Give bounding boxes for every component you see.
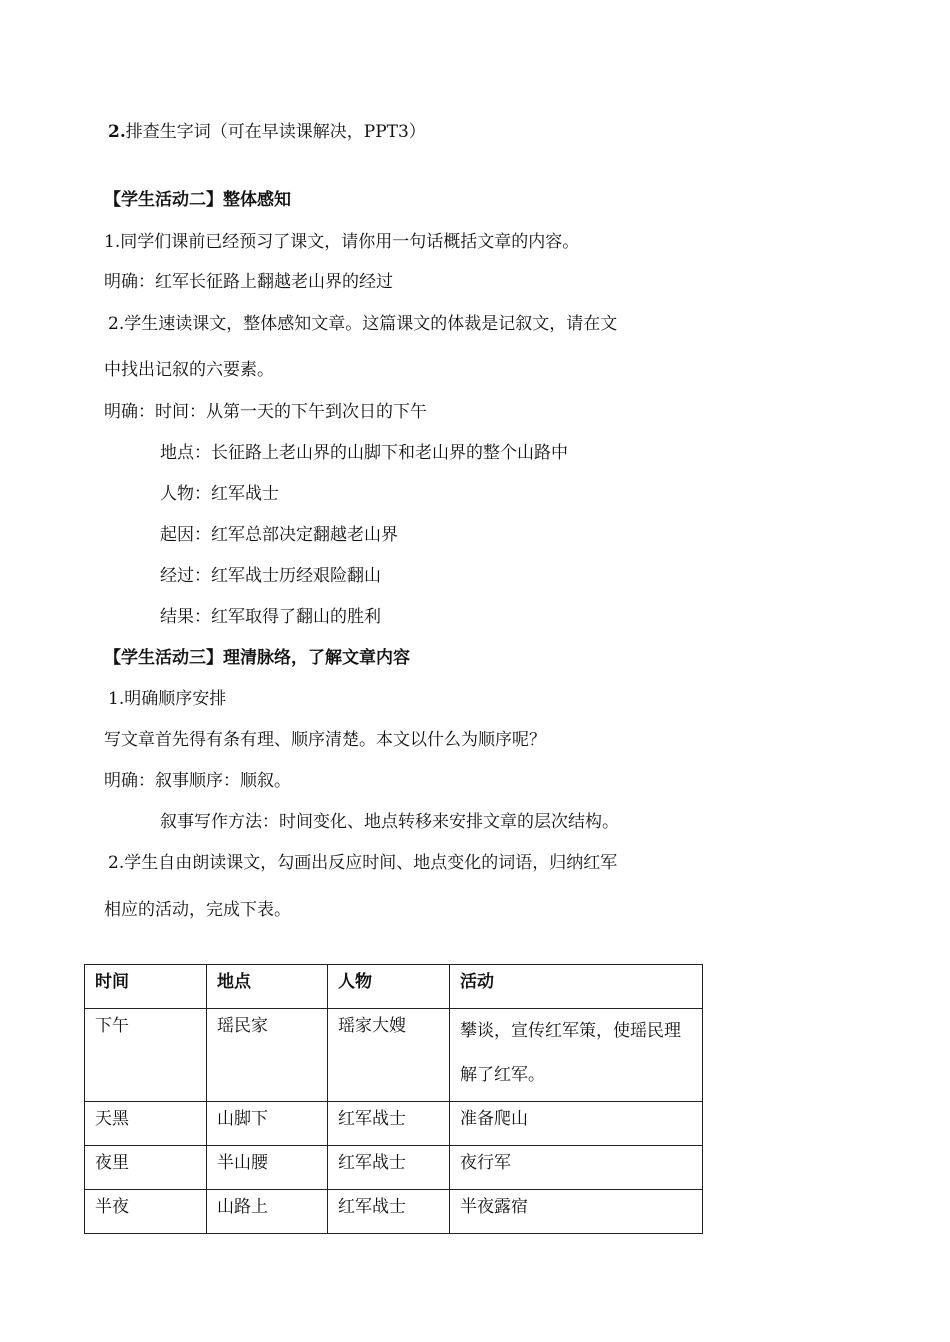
element-people: 人物：红军战士 — [160, 484, 279, 504]
element-result: 结果：红军取得了翻山的胜利 — [160, 607, 381, 627]
cell-activity: 夜行军 — [450, 1146, 703, 1190]
cell-activity: 攀谈，宣传红军策，使瑶民理解了红军。 — [450, 1009, 703, 1102]
section-heading-activity-2: 【学生活动二】整体感知 — [104, 190, 291, 210]
cell-place: 山路上 — [207, 1190, 328, 1234]
step-2-line-2: 相应的活动，完成下表。 — [104, 900, 291, 920]
section-heading-activity-3: 【学生活动三】理清脉络，了解文章内容 — [104, 648, 410, 668]
cell-place: 山脚下 — [207, 1102, 328, 1146]
step-2-line-1: 2.学生自由朗读课文，勾画出反应时间、地点变化的词语，归纳红军 — [108, 853, 618, 873]
step-1-answer: 明确：叙事顺序：顺叙。 — [104, 771, 291, 791]
cell-activity: 准备爬山 — [450, 1102, 703, 1146]
header-people: 人物 — [328, 965, 450, 1009]
table-row — [85, 1146, 703, 1190]
list-item-2 — [108, 120, 426, 144]
header-place: 地点 — [207, 965, 328, 1009]
cell-people: 红军战士 — [328, 1102, 450, 1146]
step-1-method: 叙事写作方法：时间变化、地点转移来安排文章的层次结构。 — [160, 812, 619, 832]
question-1: 1.同学们课前已经预习了课文，请你用一句话概括文章的内容。 — [104, 232, 580, 252]
step-1: 1.明确顺序安排 — [108, 689, 227, 709]
cell-time: 夜里 — [85, 1146, 207, 1190]
activity-table — [84, 964, 703, 1234]
header-activity: 活动 — [450, 965, 703, 1009]
cell-people: 红军战士 — [328, 1146, 450, 1190]
table-header-row — [85, 965, 703, 1009]
question-2-line-2: 中找出记叙的六要素。 — [104, 360, 274, 380]
element-place: 地点：长征路上老山界的山脚下和老山界的整个山路中 — [160, 443, 568, 463]
cell-time: 半夜 — [85, 1190, 207, 1234]
cell-place: 瑶民家 — [207, 1009, 328, 1102]
element-process: 经过：红军战士历经艰险翻山 — [160, 566, 381, 586]
step-1-prompt: 写文章首先得有条有理、顺序清楚。本文以什么为顺序呢？ — [104, 730, 546, 750]
cell-people: 瑶家大嫂 — [328, 1009, 450, 1102]
question-2-line-1: 2.学生速读课文，整体感知文章。这篇课文的体裁是记叙文，请在文 — [108, 314, 618, 334]
table-row — [85, 1009, 703, 1102]
answer-1: 明确：红军长征路上翻越老山界的经过 — [104, 272, 393, 292]
element-cause: 起因：红军总部决定翻越老山界 — [160, 525, 398, 545]
item-text: 排查生字词（可在早读课解决，PPT3） — [125, 122, 426, 142]
cell-people: 红军战士 — [328, 1190, 450, 1234]
table-row — [85, 1190, 703, 1234]
item-number: 2. — [108, 122, 126, 142]
element-time: 明确：时间：从第一天的下午到次日的下午 — [104, 402, 427, 422]
header-time: 时间 — [85, 965, 207, 1009]
cell-place: 半山腰 — [207, 1146, 328, 1190]
cell-activity: 半夜露宿 — [450, 1190, 703, 1234]
cell-time: 下午 — [85, 1009, 207, 1102]
table-row — [85, 1102, 703, 1146]
cell-time: 天黑 — [85, 1102, 207, 1146]
